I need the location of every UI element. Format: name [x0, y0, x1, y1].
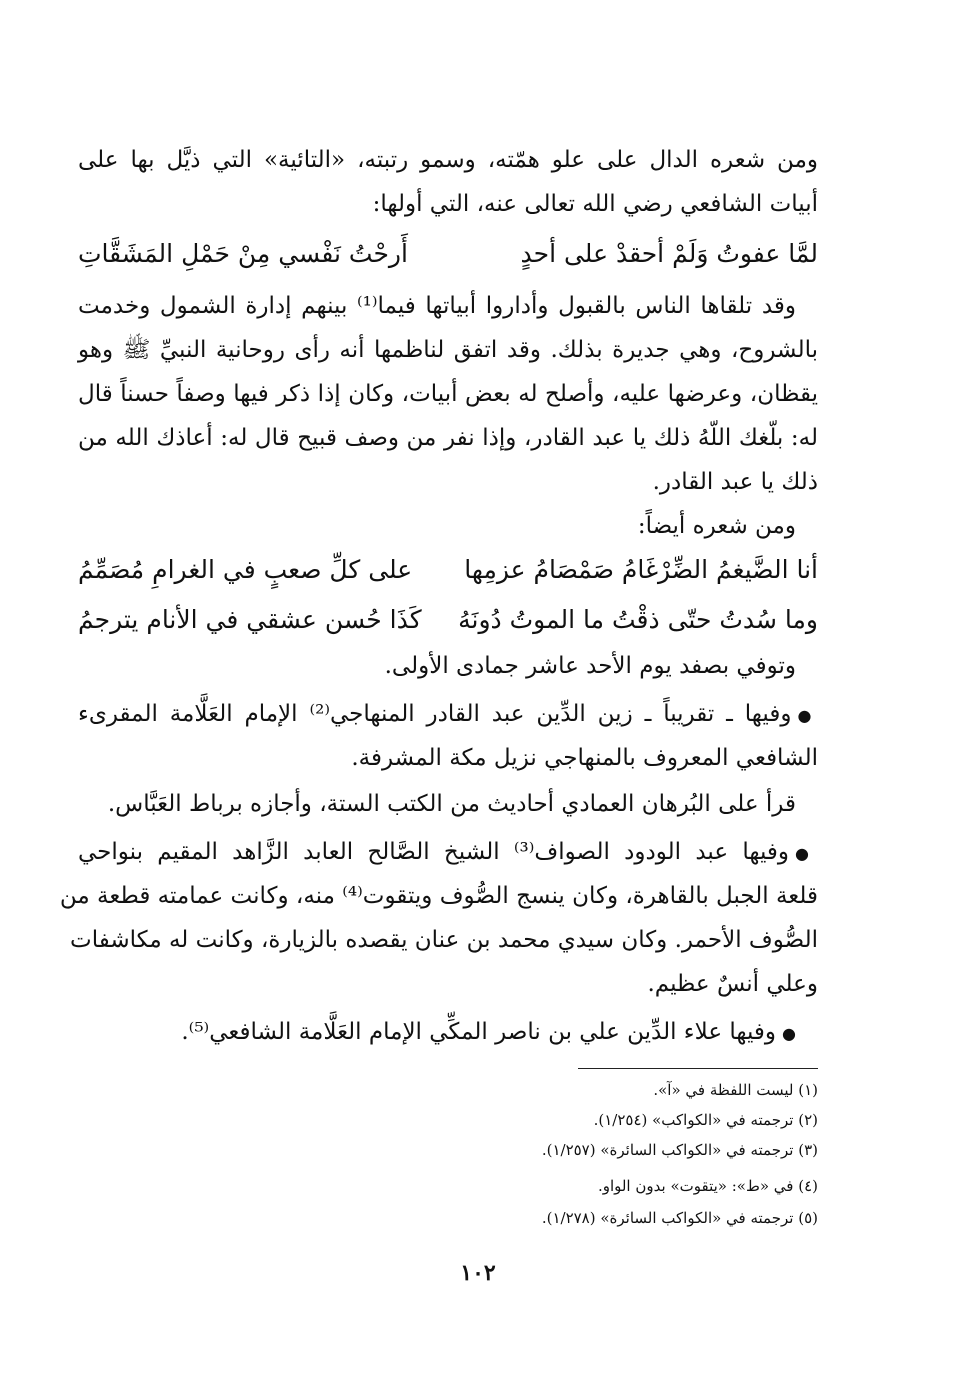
text-line: له: بلّغك اللّهُ ذلك يا عبد القادر، وإذا نفر من وصف قبيح قال له: أعاذك الله من [78, 425, 818, 451]
text-line: ذلك يا عبد القادر. [652, 469, 818, 495]
verse-hemistich-right: لمَّا عفوتُ وَلَمْ أحقدْ على أحدٍ [520, 239, 818, 268]
text-line: يقظان، وعرضها عليه، وأصلح له بعض أبيات، وكان إذا ذكر فيها وصفاً حسناً قال [78, 381, 818, 407]
verse-hemistich-right: وما سُدتُ حتّى ذقْتُ ما الموتُ دُونَهُ [458, 605, 818, 634]
text-line: الشافعي المعروف بالمنهاجي نزيل مكة المشرفة. [351, 745, 818, 771]
verse-hemistich-left: كَذَا حُسن عشقي في الأنام يترجمُ [78, 605, 422, 634]
footnote: (٤) في «ط»: «يتقوت» بدون الواو. [597, 1177, 818, 1195]
verse-hemistich-left: أَرحْتُ نَفْسي مِنْ حَمْلِ المَشَقَّاتِ [78, 239, 408, 268]
text-line: وعلي أنسٌ عظيم. [647, 971, 818, 997]
text-line: ومن شعره الدال على علو همّته، وسمو رتبته، «التائية» التي ذيَّل بها على [78, 147, 818, 173]
verse-hemistich-left: على كلِّ صعبٍ في الغرامِ مُصَمِّمُ [78, 555, 413, 584]
text-line: قلعة الجبل بالقاهرة، وكان ينسج الصُّوف ويتقوت⁽⁴⁾ منه، وكانت عمامته قطعة من [59, 883, 818, 909]
text-line: وتوفي بصفد يوم الأحد عاشر جمادى الأولى. [384, 653, 796, 679]
text-line: ●وفيها ـ تقريباً ـ زين الدِّين عبد القادر المنهاجي⁽²⁾ الإمام العَلَّامة المقرىء [78, 701, 816, 727]
text-line: وقد تلقاها الناس بالقبول وأداروا أبياتها فيما⁽¹⁾ بينهم إدارة الشمول وخدمت [78, 293, 796, 319]
footnote: (٥) ترجمته في «الكواكب السائرة» (١/٢٧٨). [541, 1209, 818, 1227]
text-line: بالشروح، وهي جديرة بذلك. وقد اتفق لناظمها أنه رأى روحانية النبيِّ ﷺ وهو [78, 337, 818, 363]
bullet-icon: ● [797, 706, 816, 725]
text-line: ●وفيها عبد الودود الصواف⁽³⁾ الشيخ الصَّالح العابد الزَّاهد المقيم بنواحي [78, 839, 816, 865]
page-number: ١٠٢ [460, 1260, 496, 1286]
footnote: (١) ليست اللفظة في «آ». [653, 1081, 818, 1099]
footnote: (٣) ترجمته في «الكواكب السائرة» (١/٢٥٧). [541, 1141, 818, 1159]
footnote-separator [578, 1068, 818, 1069]
bullet-icon: ● [782, 1024, 796, 1043]
text-line: ●وفيها علاء الدِّين علي بن ناصر المكِّي الإمام العَلَّامة الشافعي⁽⁵⁾. [181, 1019, 796, 1045]
text-line: قرأ على البُرهان العمادي أحاديث من الكتب الستة، وأجازه برباط العَبَّاس. [107, 791, 796, 817]
bullet-icon: ● [795, 844, 816, 863]
verse-hemistich-right: أنا الضَّيغمُ الضِّرْغَامُ صَمْصَامُ عزمِها [464, 555, 818, 584]
text-line: أبيات الشافعي رضي الله تعالى عنه، التي أولها: [372, 191, 818, 217]
text-line: ومن شعره أيضاً: [637, 513, 796, 539]
text-line: الصُّوف الأحمر. وكان سيدي محمد بن عنان يقصده بالزيارة، وكانت له مكاشفات [70, 927, 818, 953]
footnote: (٢) ترجمته في «الكواكب» (١/٢٥٤). [593, 1111, 818, 1129]
